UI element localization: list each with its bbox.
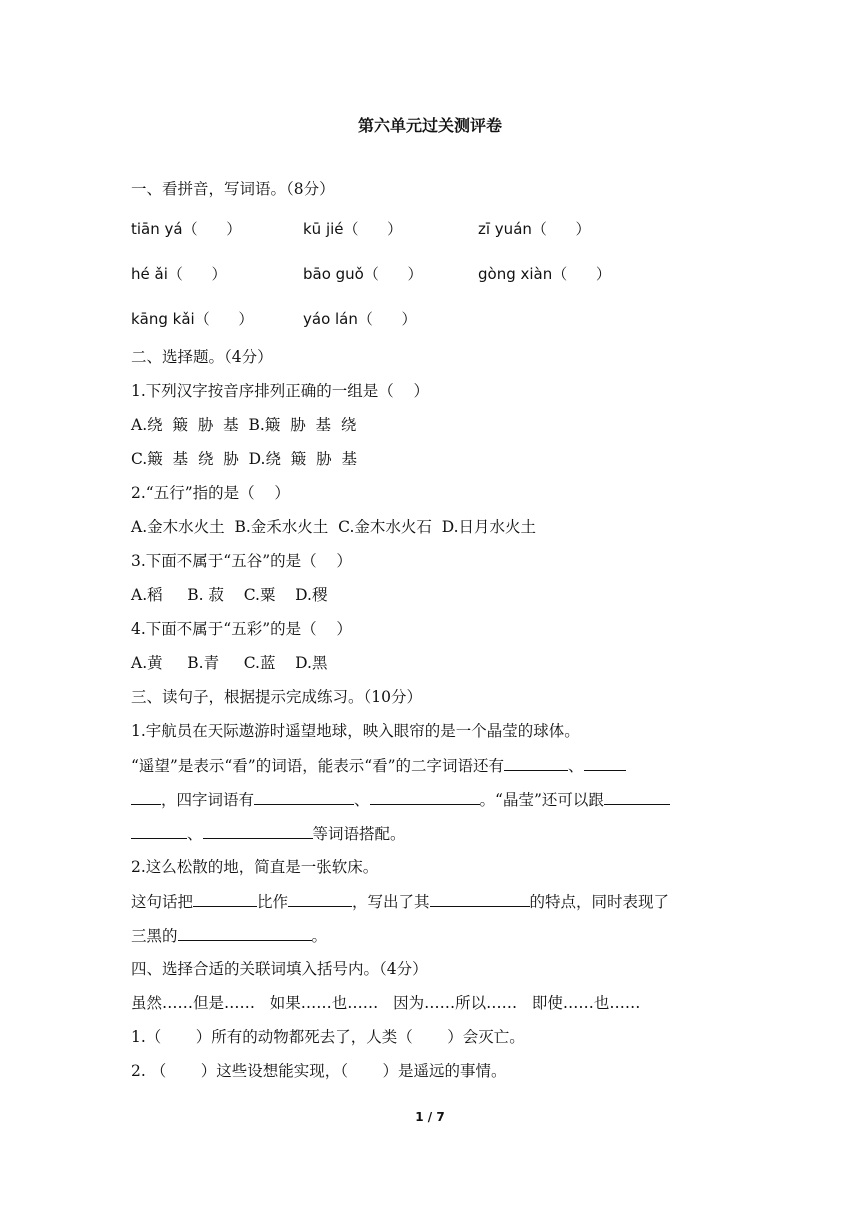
answer-blank[interactable]: [430, 890, 530, 907]
section-4-heading: 四、选择合适的关联词填入括号内。（4分）: [131, 960, 428, 978]
question-line: A.绕 簸 胁 基 B.簸 胁 基 绕: [131, 416, 357, 434]
question-line: 1.下列汉字按音序排列正确的一组是（ ）: [131, 382, 429, 400]
fill-line: [131, 822, 406, 845]
fill-line: [131, 788, 670, 811]
pinyin-item: kū jié（ ）: [303, 220, 403, 238]
question-text: 等词语搭配。: [312, 825, 406, 843]
answer-blank[interactable]: [288, 890, 352, 907]
fill-line: [131, 754, 626, 777]
question-line: 2.这么松散的地，简直是一张软床。: [131, 858, 379, 876]
answer-blank[interactable]: [604, 788, 670, 805]
question-text: 、: [187, 825, 203, 843]
section-2-heading: 二、选择题。（4分）: [131, 348, 273, 366]
answer-blank[interactable]: [131, 788, 161, 805]
question-text: ，写出了其: [352, 893, 430, 911]
question-text: 。: [311, 927, 328, 945]
answer-blank[interactable]: [370, 788, 480, 805]
answer-blank[interactable]: [131, 822, 187, 839]
question-text: ，四字词语有: [161, 791, 255, 809]
question-text: “遥望”是表示“看”的词语，能表示“看”的二字词语还有: [131, 757, 505, 775]
question-line: A.黄 B.青 C.蓝 D.黑: [131, 654, 328, 672]
pinyin-item: kāng kǎi（ ）: [131, 310, 254, 328]
question-text: 、: [354, 791, 370, 809]
page-title: 第六单元过关测评卷: [357, 116, 502, 135]
pinyin-item: yáo lán（ ）: [303, 310, 417, 328]
fill-line: [131, 890, 669, 913]
question-line: 2.“五行”指的是（ ）: [131, 484, 290, 502]
question-line: 4.下面不属于“五彩”的是（ ）: [131, 620, 352, 638]
answer-blank[interactable]: [504, 754, 568, 771]
pinyin-item: zī yuán（ ）: [478, 220, 591, 238]
answer-blank[interactable]: [178, 924, 312, 941]
section-1-heading: 一、看拼音，写词语。（8分）: [131, 180, 335, 198]
question-line: 3.下面不属于“五谷”的是（ ）: [131, 552, 352, 570]
section-3-heading: 三、读句子，根据提示完成练习。（10分）: [131, 688, 422, 706]
fill-line: [131, 924, 327, 947]
question-text: 比作: [257, 893, 289, 911]
pinyin-item: hé ǎi（ ）: [131, 265, 227, 283]
answer-blank[interactable]: [203, 822, 313, 839]
question-line: 1.宇航员在天际遨游时遥望地球，映入眼帘的是一个晶莹的球体。: [131, 722, 580, 740]
pinyin-item: tiān yá（ ）: [131, 220, 242, 238]
question-line: C.簸 基 绕 胁 D.绕 簸 胁 基: [131, 450, 358, 468]
question-text: 的特点，同时表现了: [529, 893, 670, 911]
answer-blank[interactable]: [193, 890, 257, 907]
question-line: 1.（ ）所有的动物都死去了，人类（ ）会灭亡。: [131, 1028, 525, 1046]
question-line: A.稻 B. 菽 C.粟 D.稷: [131, 586, 328, 604]
pinyin-item: gòng xiàn（ ）: [478, 265, 611, 283]
answer-blank[interactable]: [584, 754, 626, 771]
question-text: 。“晶莹”还可以跟: [479, 791, 604, 809]
question-text: 三黑的: [131, 927, 178, 945]
pinyin-item: bāo guǒ（ ）: [303, 265, 423, 283]
question-line: A.金木水火土 B.金禾水火土 C.金木水火石 D.日月水火土: [131, 518, 537, 536]
question-line: 2. （ ）这些设想能实现，（ ）是遥远的事情。: [131, 1062, 507, 1080]
conjunction-options: 虽然……但是…… 如果……也…… 因为……所以…… 即使……也……: [131, 994, 641, 1012]
page-number: 1 / 7: [415, 1110, 445, 1124]
question-text: 这句话把: [131, 893, 194, 911]
question-text: 、: [568, 757, 584, 775]
answer-blank[interactable]: [254, 788, 354, 805]
